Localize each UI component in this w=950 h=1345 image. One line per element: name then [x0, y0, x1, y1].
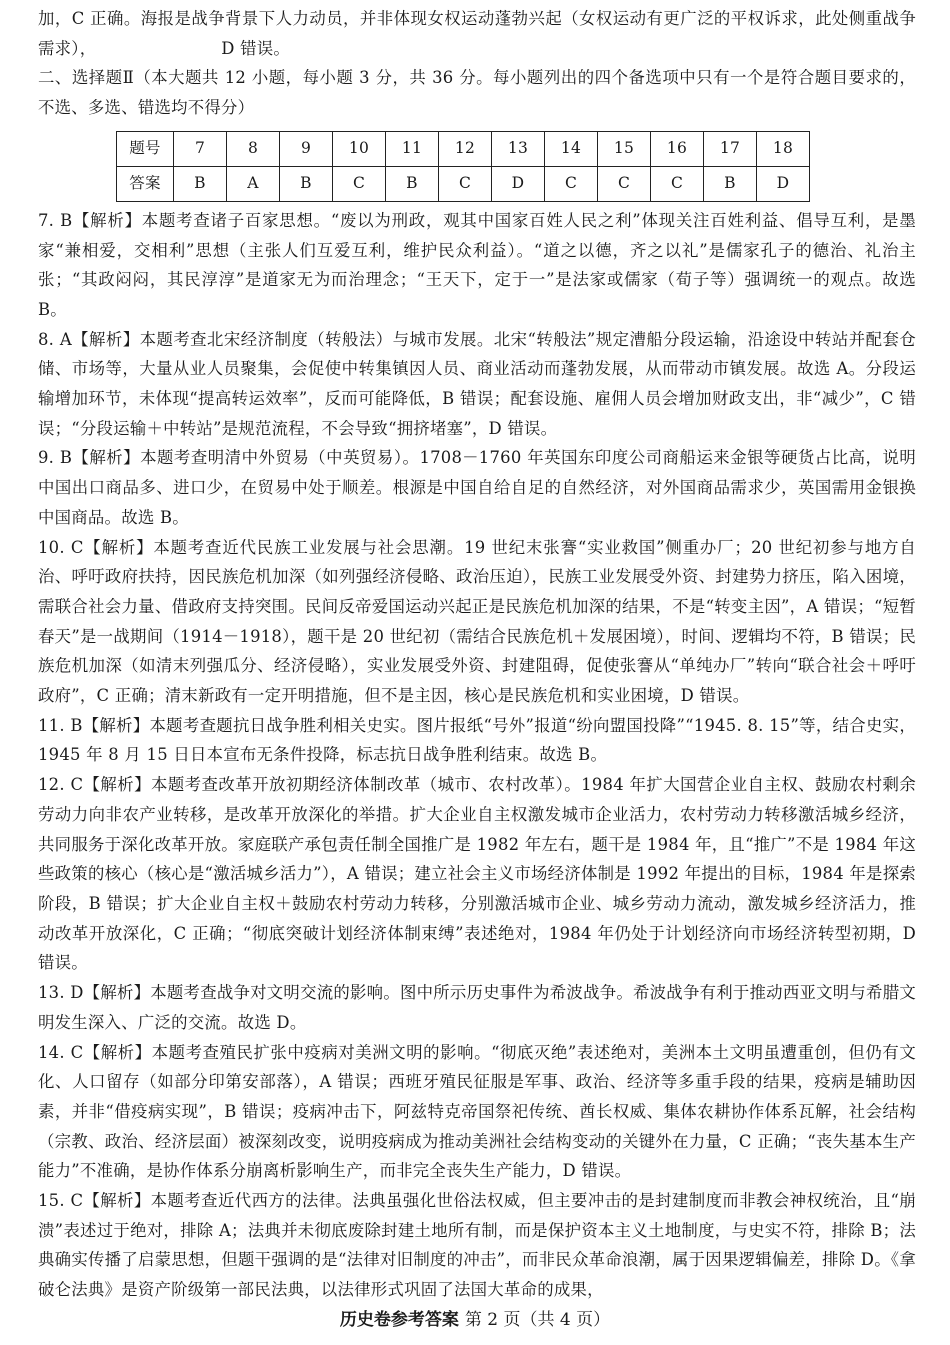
answer-cell: B — [386, 166, 439, 201]
page-footer — [0, 1305, 950, 1330]
explanation-9: 9. B【解析】本题考查明清中外贸易（中英贸易）。1708－1760 年英国东印度公司商船运来金银等硬货占比高，说明中国出口商品多、进口少，在贸易中处于顺差。根源是中国自给自足的自然经济，对外国商品需求少，英国需用金银换中国商品。故选 B。 — [38, 448, 916, 527]
question-number-cell: 8 — [227, 131, 280, 166]
answer-cell: C — [439, 166, 492, 201]
question-number-cell: 10 — [333, 131, 386, 166]
answer-cell: C — [598, 166, 651, 201]
answer-table-number-row — [117, 131, 810, 166]
page-content — [38, 4, 916, 1305]
explanation-11: 11. B【解析】本题考查题抗日战争胜利相关史实。图片报纸“号外”报道“纷向盟国投降”“1945. 8. 15”等，结合史实，1945 年 8 月 15 日日本宣布无条件投降，标志抗日战争胜利结束。故选 B。 — [38, 715, 916, 765]
question-number-cell: 7 — [174, 131, 227, 166]
answer-cell: D — [757, 166, 810, 201]
answer-table — [116, 131, 810, 202]
answer-table-answer-row — [117, 166, 810, 201]
answer-cell: A — [227, 166, 280, 201]
explanation-15: 15. C【解析】本题考查近代西方的法律。法典虽强化世俗法权威，但主要冲击的是封建制度而非教会神权统治，且“崩溃”表述过于绝对，排除 A；法典并未彻底废除封建土地所有制，而是保护资本主义土地制度，与史实不符，排除 B；法典确实传播了启蒙思想，但题干强调的是“法律对旧制度的冲击”，而非民众革命浪潮，属于因果逻辑偏差，排除 D。《拿破仑法典》是资产阶级第一部民法典，以法律形式巩固了法国大革命的成果， — [38, 1191, 916, 1300]
answer-cell: C — [651, 166, 704, 201]
explanation-13: 13. D【解析】本题考查战争对文明交流的影响。图中所示历史事件为希波战争。希波战争有利于推动西亚文明与希腊文明发生深入、广泛的交流。故选 D。 — [38, 983, 916, 1032]
answer-cell: C — [545, 166, 598, 201]
carryover-paragraph: 加，C 正确。海报是战争背景下人力动员，并非体现女权运动蓬勃兴起（女权运动有更广泛的平权诉求，此处侧重战争需求）， D 错误。 — [38, 9, 916, 58]
footer-page-number: 第 2 页（共 4 页） — [464, 1310, 611, 1330]
section-heading: 二、选择题Ⅱ（本大题共 12 小题，每小题 3 分，共 36 分。每小题列出的四个备选项中只有一个是符合题目要求的，不选、多选、错选均不得分） — [38, 68, 916, 118]
answer-cell: B — [704, 166, 757, 201]
explanation-10: 10. C【解析】本题考查近代民族工业发展与社会思潮。19 世纪末张謇“实业救国”侧重办厂；20 世纪初参与地方自治、呼吁政府扶持，因民族危机加深（如列强经济侵略、政治压迫），民族工业发展受外资、封建势力挤压，陷入困境，需联合社会力量、借政府支持突围。民间反帝爱国运动兴起正是民族危机加深的结果，不是“转变主因”，A 错误；“短暂春天”是一战期间（1914－1918），题干是 20 世纪初（需结合民族危机＋发展困境），时间、逻辑均不符，B 错误；民族危机加深（如清末列强瓜分、经济侵略），实业发展受外资、封建阻碍，促使张謇从“单纯办厂”转向“联合社会＋呼吁政府”，C 正确；清末新政有一定开明措施，但不是主因，核心是民族危机和实业困境，D 错误。 — [38, 537, 916, 706]
question-number-cell: 16 — [651, 131, 704, 166]
question-number-cell: 17 — [704, 131, 757, 166]
question-number-cell: 13 — [492, 131, 545, 166]
answer-cell: C — [333, 166, 386, 201]
row-header-number: 题号 — [117, 131, 174, 166]
answer-cell: B — [174, 166, 227, 201]
answer-cell: B — [280, 166, 333, 201]
explanation-14: 14. C【解析】本题考查殖民扩张中疫病对美洲文明的影响。“彻底灭绝”表述绝对，美洲本土文明虽遭重创，但仍有文化、人口留存（如部分印第安部落），A 错误；西班牙殖民征服是军事、政治、经济等多重手段的结果，疫病是辅助因素，并非“借疫病实现”，B 错误；疫病冲击下，阿兹特克帝国祭祀传统、酋长权威、集体农耕协作体系瓦解，社会结构（宗教、政治、经济层面）被深刻改变，说明疫病成为推动美洲社会结构变动的关键外在力量，C 正确；“丧失基本生产能力”不准确，是协作体系分崩离析影响生产，而非完全丧失生产能力，D 错误。 — [38, 1042, 916, 1181]
answer-cell: D — [492, 166, 545, 201]
explanation-8: 8. A【解析】本题考查北宋经济制度（转般法）与城市发展。北宋“转般法”规定漕船分段运输，沿途设中转站并配套仓储、市场等，大量从业人员聚集，会促使中转集镇因人员、商业活动而蓬勃发展，从而带动市镇发展。故选 A。分段运输增加环节，未体现“提高转运效率”，反而可能降低，B 错误；配套设施、雇佣人员会增加财政支出，非“减少”，C 错误；“分段运输＋中转站”是规范流程，不会导致“拥挤堵塞”，D 错误。 — [38, 329, 916, 438]
explanation-12: 12. C【解析】本题考查改革开放初期经济体制改革（城市、农村改革）。1984 年扩大国营企业自主权、鼓励农村剩余劳动力向非农产业转移，是改革开放深化的举措。扩大企业自主权激发城市企业活力，农村劳动力转移激活城乡经济，共同服务于深化改革开放。家庭联产承包责任制全国推广是 1982 年左右，题干是 1984 年，且“推广”不是 1984 年这些政策的核心（核心是“激活城乡活力”），A 错误；建立社会主义市场经济体制是 1992 年提出的目标，1984 年是探索阶段，B 错误；扩大企业自主权＋鼓励农村劳动力转移，分别激活城市企业、城乡劳动力流动，激发城乡经济活力，推动改革开放深化，C 正确；“彻底突破计划经济体制束缚”表述绝对，1984 年仍处于计划经济向市场经济转型初期，D 错误。 — [38, 775, 916, 973]
question-number-cell: 11 — [386, 131, 439, 166]
question-number-cell: 9 — [280, 131, 333, 166]
explanation-7: 7. B【解析】本题考查诸子百家思想。“废以为刑政，观其中国家百姓人民之利”体现关注百姓利益、倡导互利，是墨家“兼相爱，交相利”思想（主张人们互爱互利，维护民众利益）。“道之以德，齐之以礼”是儒家孔子的德治、礼治主张；“其政闷闷，其民淳淳”是道家无为而治理念；“王天下，定于一”是法家或儒家（荀子等）强调统一的观点。故选 B。 — [38, 210, 916, 319]
question-number-cell: 15 — [598, 131, 651, 166]
question-number-cell: 14 — [545, 131, 598, 166]
row-header-answer: 答案 — [117, 166, 174, 201]
question-number-cell: 12 — [439, 131, 492, 166]
question-number-cell: 18 — [757, 131, 810, 166]
footer-title: 历史卷参考答案 — [339, 1310, 459, 1330]
